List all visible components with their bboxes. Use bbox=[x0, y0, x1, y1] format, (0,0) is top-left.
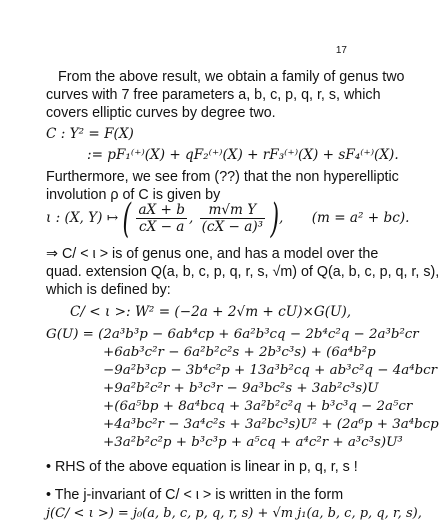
bullet-j-invariant: • The j-invariant of C/ < ι > is written in the form bbox=[46, 487, 344, 503]
G-polynomial-line: +(6a⁵bp + 8a⁴bcq + 3a²b²c²q + b³c³q − 2a⁵cr bbox=[103, 399, 413, 414]
fraction-y-denominator: (cX − a)³ bbox=[201, 219, 264, 235]
involution-lhs: ι : (X, Y) ↦ bbox=[46, 210, 119, 226]
paragraph-line: covers elliptic curves by degree two. bbox=[46, 105, 276, 121]
quotient-model-equation: C/ < ι >: W² = (−2a + 2√m + cU)×G(U), bbox=[70, 304, 352, 320]
G-polynomial-line: G(U) = (2a³b³p − 6ab⁴cp + 6a²b³cq − 2b⁴c²q − 2a³b²cr bbox=[46, 327, 419, 342]
page-number: 17 bbox=[335, 45, 347, 56]
fraction-x-denominator: cX − a bbox=[138, 219, 185, 235]
fraction-x-numerator: aX + b bbox=[138, 202, 185, 218]
m-definition: (m = a² + bc). bbox=[311, 210, 410, 226]
involution-formula: ι : (X, Y) ↦ ( $\frac{aX + b}{cX - a}$ , $\frac{\text{m√m Y}}{\text{(cX − a)³}}$ ), (m = a² + bc). bbox=[46, 195, 410, 242]
G-polynomial-line: +4a³bc²r − 3a⁴c²s + 3a²bc³s)U² + (2a⁶p + 3a⁴bcp bbox=[103, 417, 439, 432]
G-polynomial-line: +9a²b²c²r + b³c³r − 9a³bc²s + 3ab²c³s)U bbox=[103, 381, 379, 396]
fraction-y-numerator: m√m Y bbox=[200, 202, 265, 219]
paragraph-line: involution ρ of C is given by bbox=[46, 187, 221, 203]
paragraph-line: quad. extension Q(a, b, c, p, q, r, s, √m) of Q(a, b, c, p, q, r, s), bbox=[46, 264, 439, 280]
paragraph-line: ⇒ C/ < ι > is of genus one, and has a model over the bbox=[46, 246, 379, 262]
paren-close: ) bbox=[270, 195, 280, 242]
paren-open: ( bbox=[122, 195, 131, 242]
j-invariant-equation: j(C/ < ι >) = j₀(a, b, c, p, q, r, s) + √m j₁(a, b, c, p, q, r, s), bbox=[46, 506, 422, 521]
paragraph-line: From the above result, we obtain a family of genus two bbox=[58, 69, 405, 85]
G-polynomial-line: −9a²b³cp − 3b⁴c²p + 13a³b²cq + ab³c²q − 4a⁴bcr bbox=[103, 363, 438, 378]
G-polynomial-line: +6ab³c²r − 6a²b²c²s + 2b³c³s) + (6a⁴b²p bbox=[103, 345, 376, 360]
paragraph-line: Furthermore, we see from (??) that the non hyperelliptic bbox=[46, 169, 399, 185]
fraction-y bbox=[200, 202, 265, 235]
curve-equation-rhs: := pF₁⁽⁺⁾(X) + qF₂⁽⁺⁾(X) + rF₃⁽⁺⁾(X) + sF₄⁽⁺⁾(X). bbox=[87, 147, 399, 163]
fraction-x bbox=[136, 202, 187, 235]
paragraph-line: curves with 7 free parameters a, b, c, p, q, r, s, which bbox=[46, 87, 381, 103]
paragraph-line: which is defined by: bbox=[46, 282, 171, 298]
bullet-rhs-linear: • RHS of the above equation is linear in p, q, r, s ! bbox=[46, 459, 358, 475]
G-polynomial-line: +3a²b²c²p + b³c³p + a⁵cq + a⁴c²r + a³c³s)U³ bbox=[103, 435, 403, 450]
curve-equation-lhs: C : Y² = F(X) bbox=[46, 126, 134, 142]
